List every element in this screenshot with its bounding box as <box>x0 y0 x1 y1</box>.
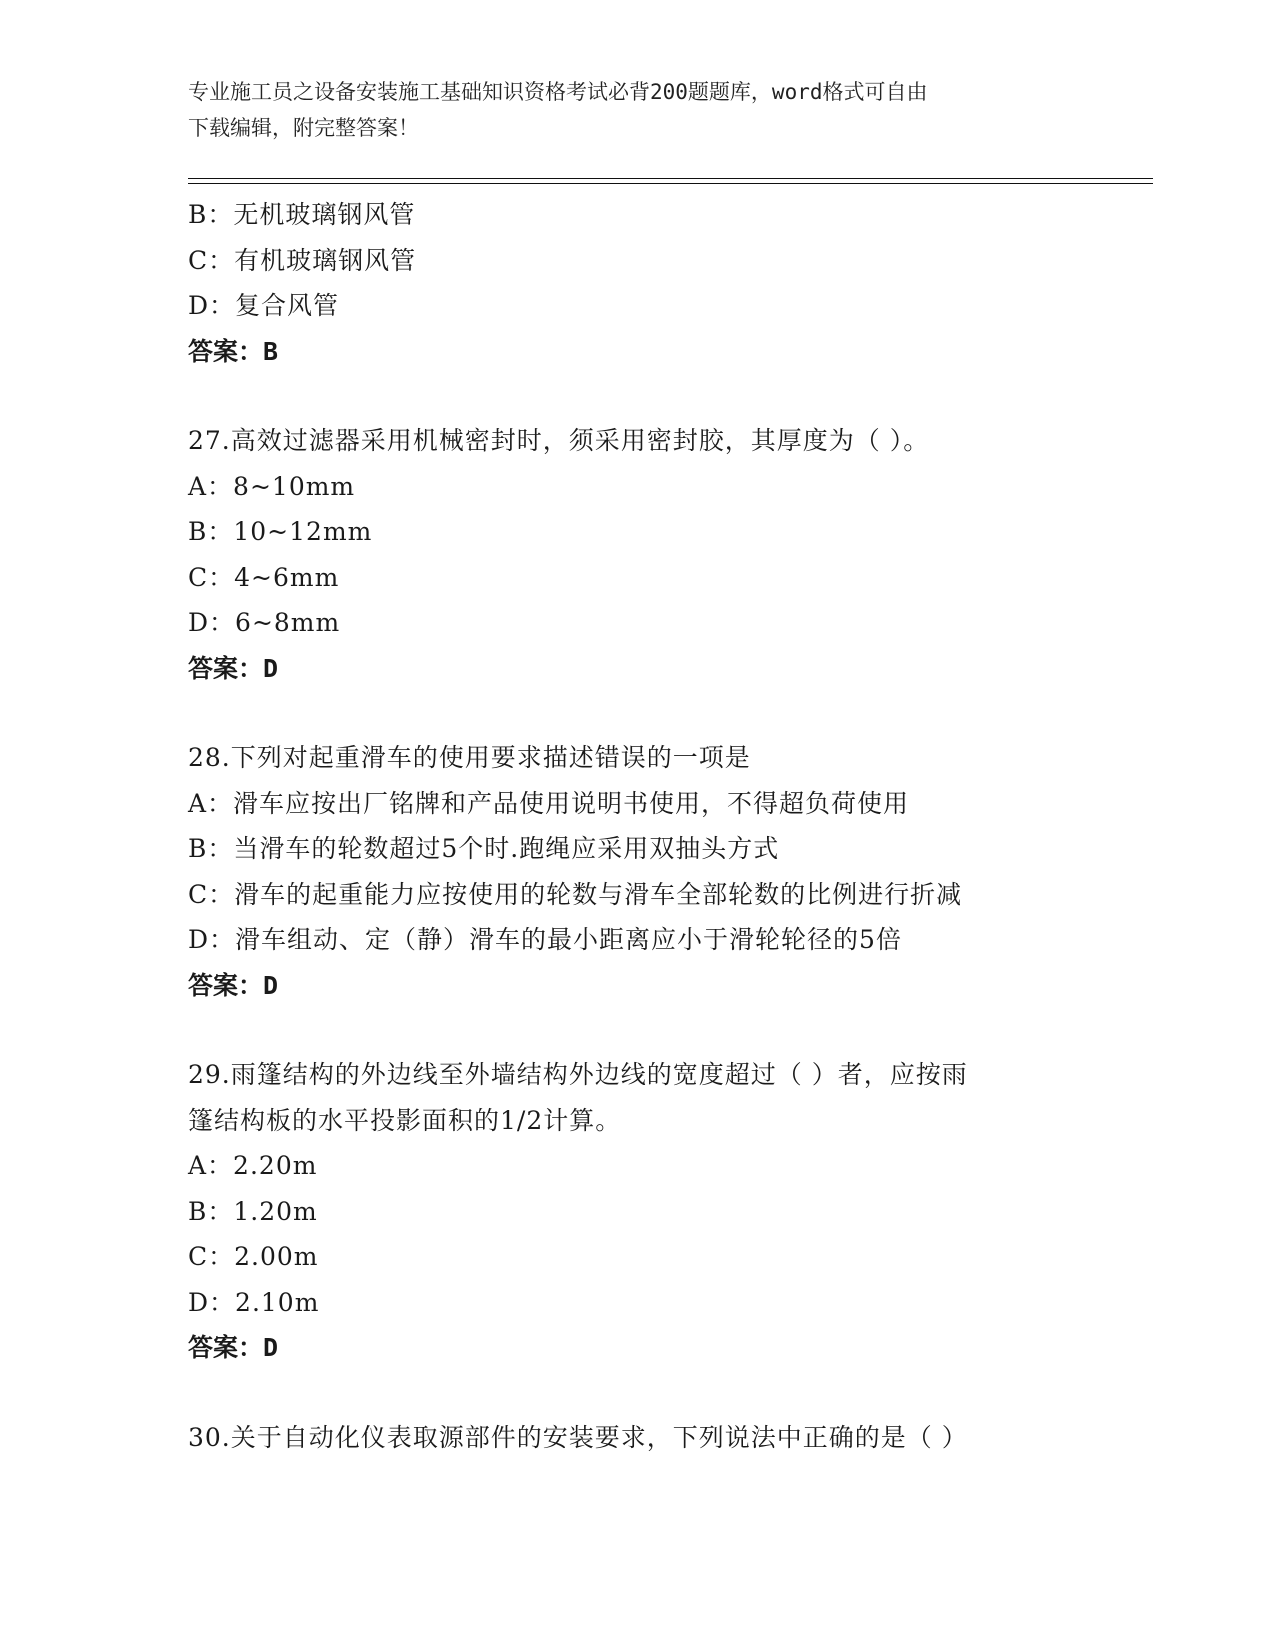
option-c: C：有机玻璃钢风管 <box>188 245 417 275</box>
question-28 <box>188 735 1148 1008</box>
option-d: D：复合风管 <box>188 291 340 320</box>
option-b: B：10~12mm <box>188 517 373 546</box>
option-a: A：8~10mm <box>188 471 356 501</box>
answer-line: 答案：D <box>188 1333 279 1362</box>
question-text-line-2: 篷结构板的水平投影面积的1/2计算。 <box>188 1105 622 1135</box>
spacer <box>188 691 1148 735</box>
header-divider-top <box>188 178 1153 179</box>
answer-line: 答案：D <box>188 653 279 683</box>
spacer <box>188 1008 1148 1052</box>
option-d: D：2.10m <box>188 1287 320 1317</box>
spacer <box>188 1371 1148 1415</box>
option-a: A：滑车应按出厂铭牌和产品使用说明书使用，不得超负荷使用 <box>188 788 910 818</box>
document-header <box>188 74 1088 146</box>
question-text: 30.关于自动化仪表取源部件的安装要求，下列说法中正确的是（ ） <box>188 1422 968 1452</box>
option-a: A：2.20m <box>188 1151 318 1180</box>
option-c: C：滑车的起重能力应按使用的轮数与滑车全部轮数的比例进行折减 <box>188 879 963 909</box>
answer-line: 答案：D <box>188 970 279 1000</box>
question-26-tail <box>188 192 1148 374</box>
question-text-line-1: 29.雨篷结构的外边线至外墙结构外边线的宽度超过（ ）者，应按雨 <box>188 1060 968 1089</box>
header-line-1: 专业施工员之设备安装施工基础知识资格考试必背200题题库，word格式可自由 <box>188 80 928 104</box>
question-29 <box>188 1052 1148 1371</box>
question-27 <box>188 418 1148 691</box>
spacer <box>188 374 1148 418</box>
option-c: C：4~6mm <box>188 562 340 592</box>
option-b: B：无机玻璃钢风管 <box>188 200 416 229</box>
option-b: B：当滑车的轮数超过5个时.跑绳应采用双抽头方式 <box>188 834 780 863</box>
answer-line: 答案：B <box>188 336 279 366</box>
header-divider-bottom <box>188 183 1153 184</box>
question-30 <box>188 1415 1148 1461</box>
option-d: D：滑车组动、定（静）滑车的最小距离应小于滑轮轮径的5倍 <box>188 925 902 954</box>
header-line-2: 下载编辑，附完整答案！ <box>188 116 419 140</box>
option-d: D：6~8mm <box>188 608 341 637</box>
option-c: C：2.00m <box>188 1242 319 1271</box>
question-text: 28.下列对起重滑车的使用要求描述错误的一项是 <box>188 743 751 772</box>
document-body <box>188 192 1148 1460</box>
option-b: B：1.20m <box>188 1196 318 1226</box>
question-text: 27.高效过滤器采用机械密封时，须采用密封胶，其厚度为（ ）。 <box>188 426 930 455</box>
